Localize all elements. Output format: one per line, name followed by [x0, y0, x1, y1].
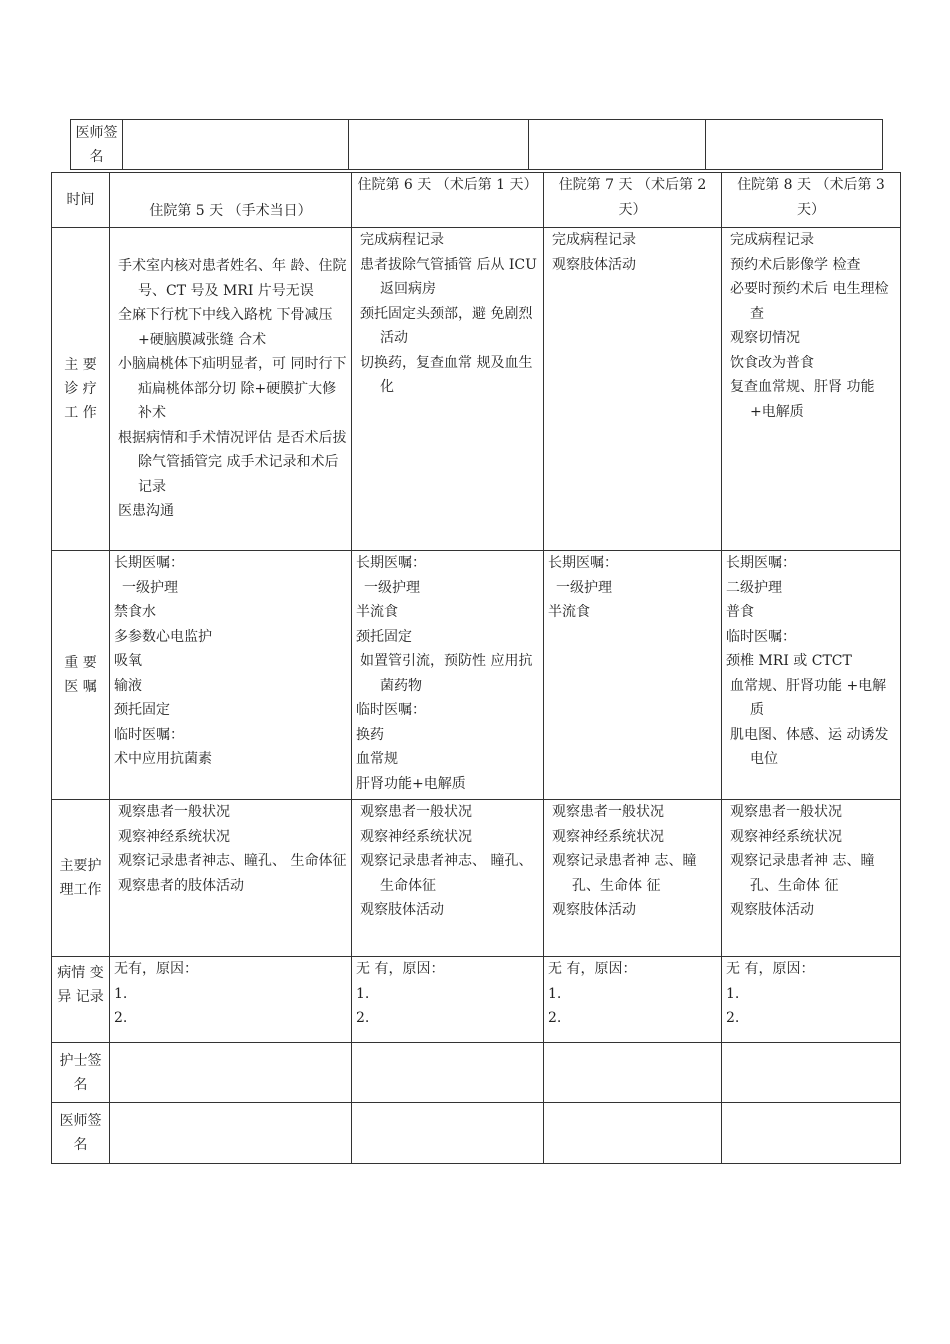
list-item: 观察记录患者神 志、瞳孔、生命体 征: [552, 853, 697, 894]
list-item: 禁食水: [114, 604, 156, 620]
list-item: 临时医嘱：: [726, 628, 796, 645]
list-item: 半流食: [356, 604, 398, 620]
list-item: 肝肾功能+电解质: [356, 775, 466, 792]
nurse-signature-cell[interactable]: [544, 1043, 722, 1103]
list-item: 完成病程记录: [552, 232, 636, 248]
list-item: 颈椎 MRI 或 CTCT: [726, 653, 852, 669]
cell-variation-day7[interactable]: [544, 957, 722, 1043]
column-header-day7: 住院第 7 天 （术后第 2 天）: [544, 173, 722, 228]
list-item: 必要时预约术后 电生理检查: [730, 281, 889, 322]
cell-orders-day8: [722, 551, 901, 800]
list-item: 长期医嘱：: [726, 555, 796, 571]
cell-variation-day8[interactable]: [722, 957, 901, 1043]
variation-option[interactable]: 无 有，原因：: [726, 961, 815, 977]
list-item: 二级护理: [726, 579, 782, 596]
header-row: [52, 173, 901, 228]
list-item: 根据病情和手术情况评估 是否术后拔除气管插管完 成手术记录和术后记录: [118, 429, 347, 495]
list-item: 观察肢体活动: [360, 902, 444, 918]
variation-reason-1[interactable]: 1.: [726, 985, 740, 1002]
list-item: 观察肢体活动: [730, 902, 814, 918]
cell-orders-day6: [352, 551, 544, 800]
list-item: 一级护理: [122, 579, 178, 596]
list-item: 肌电图、体感、运 动诱发电位: [730, 726, 889, 767]
cell-orders-day5: [110, 551, 352, 800]
list-item: 小脑扁桃体下疝明显者，可 同时行下疝扁桃体部分切 除+硬膜扩大修补术: [118, 356, 347, 421]
list-item: 观察肢体活动: [552, 256, 636, 273]
list-item: 多参数心电监护: [114, 628, 212, 645]
list-item: 观察记录患者神 志、瞳孔、生命体 征: [730, 853, 875, 894]
row-label-nursing-work: 主要护理工作: [52, 800, 110, 957]
list-item: 长期医嘱：: [114, 555, 184, 571]
list-item: 观察肢体活动: [552, 902, 636, 918]
list-item: 完成病程记录: [360, 232, 444, 248]
list-item: 如置管引流，预防性 应用抗菌药物: [360, 653, 533, 694]
variation-reason-1[interactable]: 1.: [356, 985, 370, 1002]
cell-nursing-day7: [544, 800, 722, 957]
row-label-physician-signature: 医师签名: [52, 1103, 110, 1164]
list-item: 观察神经系统状况: [552, 828, 664, 845]
list-item: 患者拔除气管插管 后从 ICU 返回病房: [360, 256, 537, 297]
list-item: 颈托固定头颈部，避 免剧烈活动: [360, 305, 533, 346]
list-item: 观察患者一般状况: [552, 804, 664, 820]
row-medical-orders: [52, 551, 901, 800]
list-item: 血常规、肝肾功能 +电解质: [730, 677, 887, 718]
list-item: 半流食: [548, 604, 590, 620]
nurse-signature-cell[interactable]: [722, 1043, 901, 1103]
variation-option[interactable]: 无 有，原因：: [356, 961, 445, 977]
column-header-day8: 住院第 8 天 （术后第 3 天）: [722, 173, 901, 228]
row-label-nurse-signature: 护士签名: [52, 1043, 110, 1103]
list-item: 饮食改为普食: [730, 354, 814, 371]
cell-nursing-day5: [110, 800, 352, 957]
list-item: 观察神经系统状况: [118, 828, 230, 845]
list-item: 血常规: [356, 751, 398, 767]
list-item: 观察患者一般状况: [730, 804, 842, 820]
row-label-diagnosis-work: 主 要 诊 疗 工 作: [52, 228, 110, 551]
physician-signature-cell[interactable]: [352, 1103, 544, 1164]
list-item: 医患沟通: [118, 503, 174, 519]
list-item: 术中应用抗菌素: [114, 751, 212, 767]
cell-orders-day7: [544, 551, 722, 800]
list-item: 输液: [114, 677, 142, 694]
list-item: 完成病程记录: [730, 232, 814, 248]
variation-reason-2[interactable]: 2.: [114, 1010, 128, 1026]
list-item: 临时医嘱：: [114, 726, 184, 743]
physician-signature-cell[interactable]: [544, 1103, 722, 1164]
nurse-signature-cell[interactable]: [352, 1043, 544, 1103]
list-item: 切换药，复查血常 规及血生化: [360, 354, 533, 395]
list-item: 复查血常规、肝肾 功能+电解质: [730, 379, 875, 420]
variation-reason-2[interactable]: 2.: [548, 1010, 562, 1026]
variation-reason-1[interactable]: 1.: [114, 985, 128, 1002]
cell-diagnosis-day5: [110, 228, 352, 551]
list-item: 预约术后影像学 检查: [730, 256, 861, 273]
list-item: 全麻下行枕下中线入路枕 下骨减压+硬脑膜减张缝 合术: [118, 307, 333, 348]
clinical-pathway-table: [51, 172, 901, 1164]
row-label-variation-record: 病情 变异 记录: [52, 957, 110, 1043]
top-signature-table: [70, 119, 883, 170]
column-header-day6: 住院第 6 天 （术后第 1 天）: [352, 173, 544, 228]
list-item: 观察神经系统状况: [730, 828, 842, 845]
list-item: 颈托固定: [356, 628, 412, 645]
list-item: 一级护理: [556, 579, 612, 596]
cell-nursing-day8: [722, 800, 901, 957]
list-item: 临时医嘱：: [356, 702, 426, 718]
variation-option[interactable]: 无 有，原因：: [548, 961, 637, 977]
list-item: 一级护理: [364, 579, 420, 596]
physician-signature-label: 医师签名: [71, 120, 123, 170]
signature-cell[interactable]: [123, 120, 349, 170]
physician-signature-cell[interactable]: [722, 1103, 901, 1164]
row-nurse-signature: [52, 1043, 901, 1103]
list-item: 换药: [356, 726, 384, 743]
list-item: 观察患者的肢体活动: [118, 877, 244, 894]
list-item: 观察患者一般状况: [118, 804, 230, 820]
list-item: 手术室内核对患者姓名、年 龄、住院号、CT 号及 MRI 片号无误: [118, 258, 347, 299]
row-nursing-work: [52, 800, 901, 957]
row-variation-record: [52, 957, 901, 1043]
list-item: 普食: [726, 604, 754, 620]
row-physician-signature: [52, 1103, 901, 1164]
cell-diagnosis-day6: [352, 228, 544, 551]
row-label-medical-orders: 重 要 医 嘱: [52, 551, 110, 800]
list-item: 长期医嘱：: [356, 555, 426, 571]
row-diagnosis-work: [52, 228, 901, 551]
cell-variation-day6[interactable]: [352, 957, 544, 1043]
cell-diagnosis-day8: [722, 228, 901, 551]
variation-reason-2[interactable]: 2.: [356, 1010, 370, 1026]
list-item: 观察记录患者神志、 瞳孔、生命体征: [360, 853, 533, 894]
nurse-signature-cell[interactable]: [110, 1043, 352, 1103]
signature-cell[interactable]: [349, 120, 529, 170]
cell-diagnosis-day7: [544, 228, 722, 551]
list-item: 观察神经系统状况: [360, 828, 472, 845]
variation-reason-2[interactable]: 2.: [726, 1010, 740, 1026]
variation-reason-1[interactable]: 1.: [548, 985, 562, 1002]
cell-variation-day5[interactable]: [110, 957, 352, 1043]
list-item: 观察切情况: [730, 330, 800, 346]
column-header-day5: 住院第 5 天 （手术当日）: [110, 173, 352, 228]
list-item: 观察记录患者神志、瞳孔、 生命体征: [118, 853, 347, 869]
cell-nursing-day6: [352, 800, 544, 957]
variation-option[interactable]: 无有，原因：: [114, 961, 198, 977]
list-item: 长期医嘱：: [548, 555, 618, 571]
list-item: 观察患者一般状况: [360, 804, 472, 820]
time-label: 时间: [52, 173, 110, 228]
physician-signature-cell[interactable]: [110, 1103, 352, 1164]
list-item: 吸氧: [114, 653, 142, 669]
signature-cell[interactable]: [529, 120, 706, 170]
list-item: 颈托固定: [114, 702, 170, 718]
signature-cell[interactable]: [706, 120, 883, 170]
